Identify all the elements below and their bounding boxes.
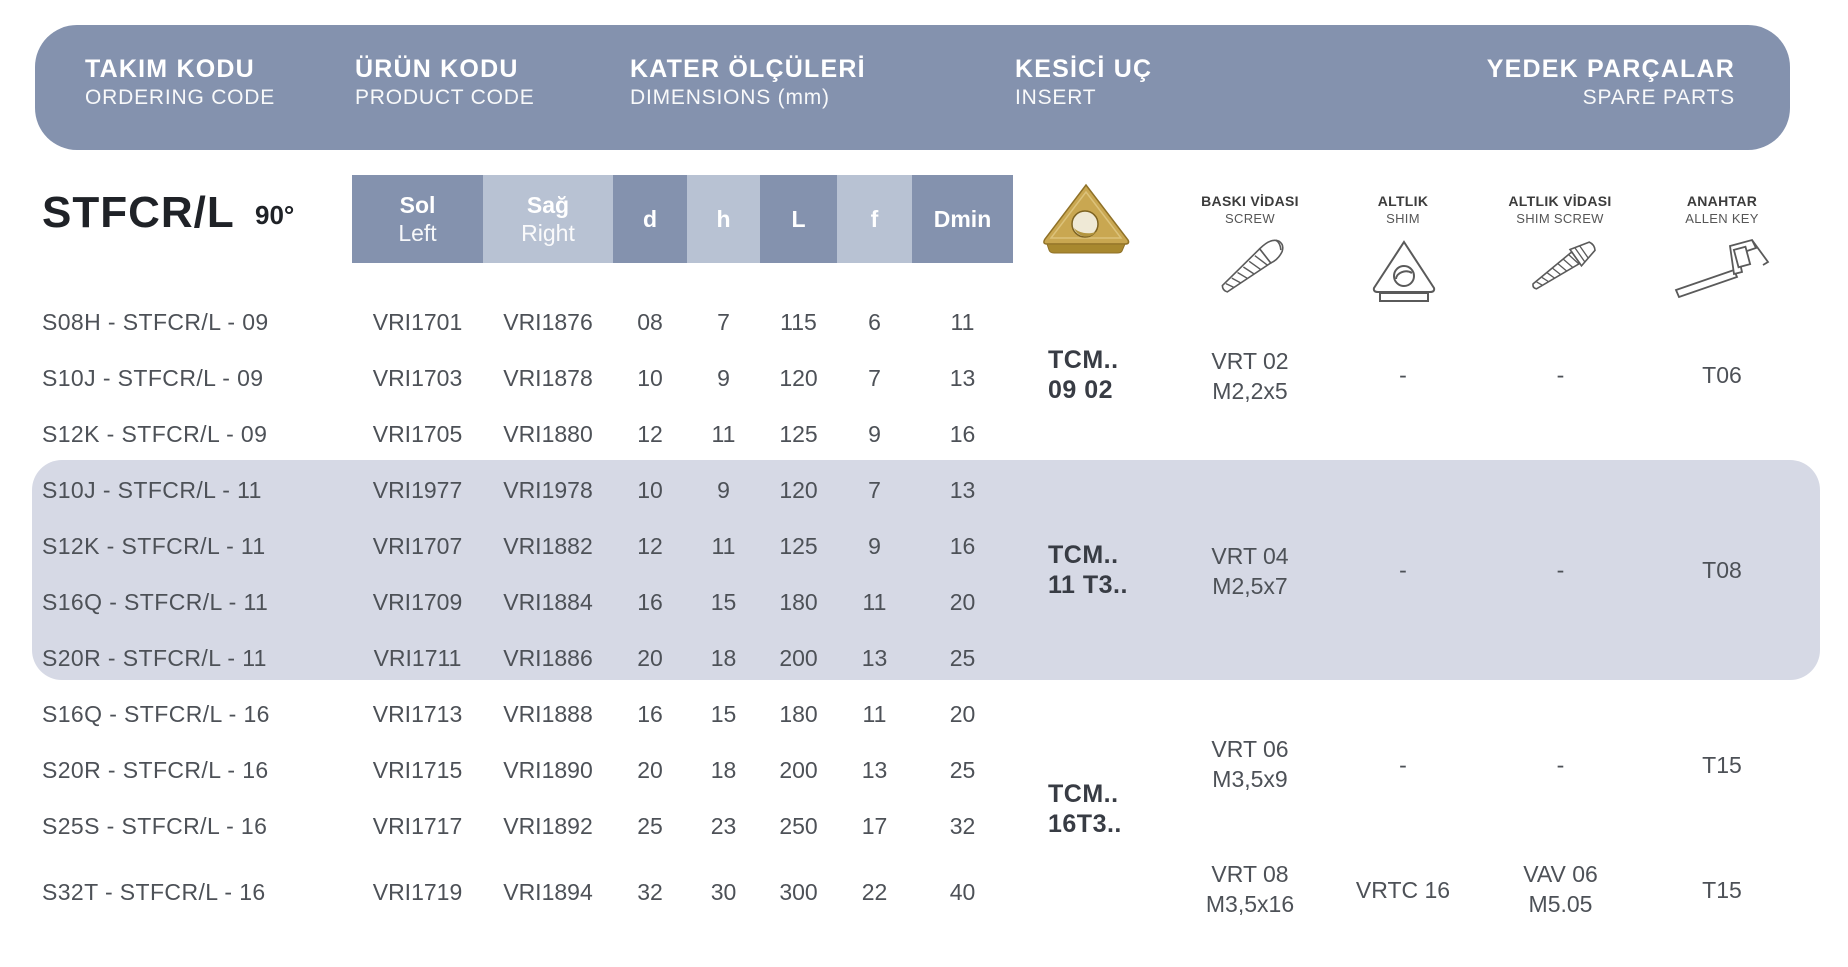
screw-value-group1: VRT 02 M2,2x5 [1211, 348, 1289, 404]
spare-header-allen-key [1622, 192, 1822, 227]
product-code-left: VRI1711 [373, 645, 462, 671]
dim-f: 9 [868, 533, 881, 559]
header-dimensions-en: DIMENSIONS (mm) [630, 86, 830, 109]
dim-dmin: 25 [949, 757, 976, 783]
dim-f: 7 [868, 477, 881, 503]
header-dimensions [630, 53, 866, 111]
product-code-right: VRI1978 [503, 477, 593, 503]
screw-value-group3: VRT 06 M3,5x9 [1211, 736, 1289, 792]
dim-d: 20 [637, 757, 663, 783]
dim-h: 11 [711, 421, 736, 447]
header-spare-parts-en: SPARE PARTS [1582, 86, 1735, 109]
screw-value-group2: VRT 04 M2,5x7 [1211, 543, 1289, 599]
screw-value-row11: VRT 08 M3,5x16 [1205, 861, 1295, 917]
dim-d: 20 [637, 645, 663, 671]
insert-code-group1: TCM.. 09 02 [1048, 346, 1119, 404]
page-title: STFCR/L [42, 188, 235, 237]
col-header-right-en: Right [521, 220, 575, 246]
dim-L: 125 [779, 533, 818, 559]
col-header-left-tr: Sol [399, 192, 436, 218]
product-code-left: VRI1701 [372, 309, 463, 335]
spare-header-shim-en: SHIM [1386, 211, 1420, 226]
dim-dmin: 13 [949, 365, 976, 391]
dim-f: 22 [861, 879, 888, 905]
col-header-L: L [760, 175, 837, 263]
header-spare-parts-tr: YEDEK PARÇALAR [1486, 55, 1735, 83]
shim-screw-value-row11: VAV 06 M5.05 [1523, 861, 1598, 917]
shim-value-group2: - [1399, 557, 1407, 583]
shim-screw-icon [1515, 234, 1607, 307]
header-ordering-code [85, 53, 275, 111]
dim-L: 300 [779, 879, 818, 905]
spare-header-screw-tr: BASKI VİDASI [1201, 193, 1299, 209]
dim-L: 120 [779, 365, 818, 391]
product-code-right: VRI1892 [503, 813, 593, 839]
dim-h: 18 [710, 645, 737, 671]
product-code-left: VRI1719 [372, 879, 463, 905]
ordering-code: S12K - STFCR/L - 11 [42, 533, 266, 559]
product-code-right: VRI1890 [503, 757, 593, 783]
dim-L: 125 [779, 421, 818, 447]
spare-header-shim-tr: ALTLIK [1377, 193, 1429, 209]
header-ordering-code-en: ORDERING CODE [85, 86, 276, 109]
dim-L: 120 [779, 477, 818, 503]
dim-d: 12 [637, 533, 663, 559]
dim-f: 6 [868, 309, 881, 335]
dim-d: 08 [637, 309, 663, 335]
table-row [0, 698, 1848, 730]
ordering-code: S08H - STFCR/L - 09 [42, 309, 269, 335]
dim-L: 200 [779, 645, 818, 671]
col-header-h: h [687, 175, 760, 263]
header-ordering-code-tr: TAKIM KODU [85, 55, 255, 83]
table-row [0, 306, 1848, 338]
dim-d: 10 [637, 365, 663, 391]
product-code-left: VRI1707 [372, 533, 463, 559]
dim-L: 180 [779, 701, 818, 727]
table-row [0, 418, 1848, 450]
spare-header-shim-screw-tr: ALTLIK VİDASI [1508, 193, 1612, 209]
table-row-highlighted [0, 642, 1848, 674]
col-header-right [483, 175, 613, 263]
product-code-right: VRI1878 [503, 365, 593, 391]
col-header-left [352, 175, 483, 263]
product-code-right: VRI1882 [503, 533, 593, 559]
dim-f: 13 [861, 645, 888, 671]
insert-code-group2: TCM.. 11 T3.. [1048, 541, 1128, 599]
col-header-left-en: Left [398, 220, 437, 246]
product-code-right: VRI1884 [503, 589, 593, 615]
product-code-right: VRI1886 [503, 645, 593, 671]
allen-key-value-row11: T15 [1702, 877, 1742, 903]
shim-value-row11: VRTC 16 [1355, 877, 1451, 903]
dim-h: 23 [710, 813, 737, 839]
dim-dmin: 20 [949, 589, 976, 615]
ordering-code: S20R - STFCR/L - 11 [42, 645, 267, 671]
dim-h: 7 [717, 309, 730, 335]
spare-header-allen-key-en: ALLEN KEY [1685, 211, 1759, 226]
product-code-left: VRI1705 [372, 421, 463, 447]
tool-angle: 90° [255, 200, 295, 230]
col-header-right-tr: Sağ [526, 192, 570, 218]
header-insert-en: INSERT [1015, 86, 1097, 109]
header-dimensions-tr: KATER ÖLÇÜLERİ [630, 55, 866, 83]
product-code-left: VRI1715 [372, 757, 463, 783]
col-header-f: f [837, 175, 912, 263]
table-row-highlighted [0, 474, 1848, 506]
product-code-right: VRI1876 [503, 309, 593, 335]
allen-key-icon [1668, 228, 1776, 305]
allen-key-value-group3: T15 [1702, 752, 1742, 778]
product-code-left: VRI1713 [372, 701, 463, 727]
spare-header-shim-screw-en: SHIM SCREW [1516, 211, 1604, 226]
dim-L: 180 [779, 589, 818, 615]
dim-h: 9 [717, 365, 730, 391]
product-code-left: VRI1703 [372, 365, 463, 391]
dim-d: 32 [637, 879, 663, 905]
dim-L: 115 [780, 309, 817, 335]
dim-L: 250 [779, 813, 818, 839]
shim-icon [1363, 238, 1445, 309]
dim-L: 200 [779, 757, 818, 783]
shim-screw-value-group2: - [1556, 557, 1565, 583]
ordering-code: S16Q - STFCR/L - 16 [42, 701, 270, 727]
shim-screw-value-group1: - [1556, 362, 1565, 388]
dim-h: 15 [710, 701, 737, 727]
dim-dmin: 16 [949, 421, 976, 447]
dim-f: 11 [862, 701, 887, 727]
header-spare-parts [1487, 53, 1735, 111]
dim-f: 17 [861, 813, 888, 839]
header-insert [1015, 53, 1152, 111]
product-code-right: VRI1880 [503, 421, 593, 447]
dim-dmin: 32 [949, 813, 976, 839]
dim-d: 16 [637, 701, 663, 727]
dim-d: 10 [637, 477, 663, 503]
ordering-code: S10J - STFCR/L - 11 [42, 477, 262, 503]
col-header-dmin: Dmin [912, 175, 1013, 263]
header-bar [35, 25, 1790, 150]
table-row-highlighted [0, 586, 1848, 618]
product-code-left: VRI1709 [372, 589, 463, 615]
dim-d: 12 [637, 421, 663, 447]
product-code-right: VRI1894 [503, 879, 593, 905]
dim-h: 30 [710, 879, 737, 905]
ordering-code: S10J - STFCR/L - 09 [42, 365, 264, 391]
shim-value-group1: - [1399, 362, 1407, 388]
insert-code-group3: TCM.. 16T3.. [1048, 780, 1122, 838]
spare-header-allen-key-tr: ANAHTAR [1686, 193, 1758, 209]
ordering-code: S20R - STFCR/L - 16 [42, 757, 269, 783]
header-product-code [355, 53, 535, 111]
spare-header-screw-en: SCREW [1225, 211, 1275, 226]
insert-triangle-icon [1038, 182, 1134, 259]
product-code-right: VRI1888 [503, 701, 593, 727]
dim-dmin: 20 [949, 701, 976, 727]
dim-dmin: 16 [949, 533, 976, 559]
col-header-d: d [613, 175, 687, 263]
dim-dmin: 40 [949, 879, 976, 905]
dim-f: 7 [868, 365, 881, 391]
ordering-code: S12K - STFCR/L - 09 [42, 421, 268, 447]
dim-d: 16 [637, 589, 663, 615]
dim-dmin: 11 [950, 309, 975, 335]
product-code-left: VRI1977 [372, 477, 463, 503]
dim-f: 13 [861, 757, 888, 783]
dim-h: 11 [711, 533, 736, 559]
dim-h: 18 [710, 757, 737, 783]
dim-f: 11 [862, 589, 887, 615]
ordering-code: S32T - STFCR/L - 16 [42, 879, 266, 905]
allen-key-value-group1: T06 [1702, 362, 1742, 388]
product-code-left: VRI1717 [372, 813, 463, 839]
dim-dmin: 25 [949, 645, 976, 671]
dim-f: 9 [868, 421, 881, 447]
dim-dmin: 13 [949, 477, 976, 503]
dim-h: 15 [710, 589, 737, 615]
shim-value-group3: - [1399, 752, 1407, 778]
header-product-code-en: PRODUCT CODE [355, 86, 535, 109]
header-product-code-tr: ÜRÜN KODU [355, 55, 519, 83]
dim-h: 9 [717, 477, 730, 503]
allen-key-value-group2: T08 [1702, 557, 1742, 583]
dim-d: 25 [637, 813, 663, 839]
shim-screw-value-group3: - [1556, 752, 1565, 778]
table-row [0, 810, 1848, 842]
screw-icon [1205, 232, 1297, 307]
ordering-code: S16Q - STFCR/L - 11 [42, 589, 269, 615]
header-insert-tr: KESİCİ UÇ [1015, 55, 1153, 83]
ordering-code: S25S - STFCR/L - 16 [42, 813, 268, 839]
